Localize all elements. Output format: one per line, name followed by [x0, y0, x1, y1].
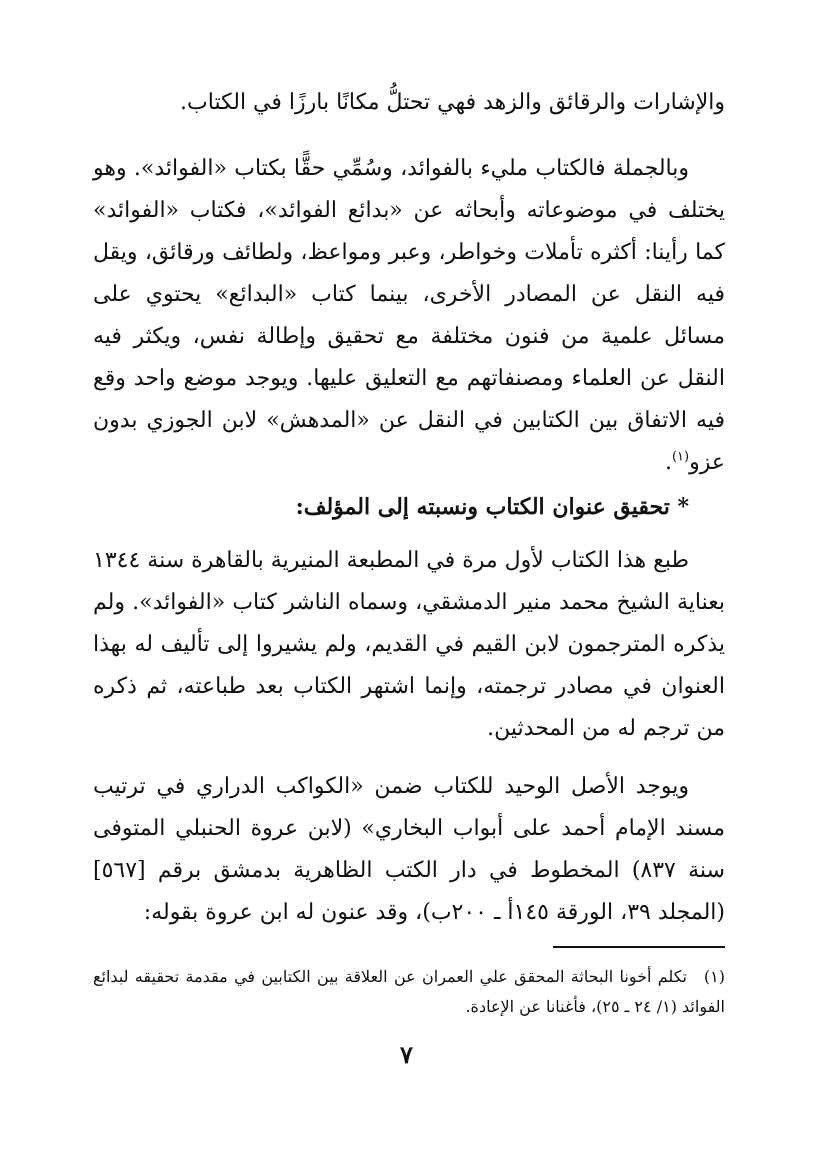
page-number: ٧: [400, 1040, 413, 1069]
body-paragraph-4: [93, 766, 725, 934]
body-paragraph-3: [93, 540, 725, 750]
footnote-divider: [553, 946, 725, 948]
paragraph-end: .: [664, 450, 672, 475]
paragraph-text: طبع هذا الكتاب لأول مرة في المطبعة المنيرية بالقاهرة سنة ١٣٤٤ بعناية الشيخ محمد منير الدمشقي، وسماه الناشر كتاب «الفوائد». ولم يذكره المترجمون لابن القيم في القديم، ولم يشيروا إلى تأليف له بهذا العنوان في مصادر ترجمته، وإنما اشتهر الكتاب بعد طباعته، ثم ذكره من ترجم له من المحدثين.: [93, 548, 725, 741]
footnote-text: تكلم أخونا البحاثة المحقق علي العمران عن العلاقة بين الكتابين في مقدمة تحقيقه لبدائع الفوائد (١/ ٢٤ ـ ٢٥)، فأغنانا عن الإعادة.: [93, 967, 725, 1016]
paragraph-container: [93, 148, 725, 484]
section-heading: * تحقيق عنوان الكتاب ونسبته إلى المؤلف:: [295, 494, 689, 520]
paragraph-text: والإشارات والرقائق والزهد فهي تحتلُّ مكانًا بارزًا في الكتاب.: [180, 90, 725, 115]
footnote: [93, 962, 725, 1022]
footnote-number: (١): [703, 967, 725, 986]
paragraph-text: وبالجملة فالكتاب مليء بالفوائد، وسُمِّي حقًّا بكتاب «الفوائد». وهو يختلف في موضوعاته وأبحاثه عن «بدائع الفوائد»، فكتاب «الفوائد» كما رأينا: أكثره تأملات وخواطر، وعبر ومواعظ، ولطائف ورقائق، ويقل فيه النقل عن المصادر الأخرى، بينما كتاب «البدائع» يحتوي على مسائل علمية من فنون مختلفة مع تحقيق وإطالة نفس، ويكثر فيه النقل عن العلماء ومصنفاتهم مع التعليق عليها. ويوجد موضع واحد وقع فيه الاتفاق بين الكتابين في النقل عن «المدهش» لابن الجوزي بدون عزو: [93, 156, 725, 475]
footnote-reference: (١): [671, 449, 690, 465]
body-paragraph-2: [93, 148, 725, 484]
body-paragraph-1: [93, 82, 725, 124]
paragraph-text: ويوجد الأصل الوحيد للكتاب ضمن «الكواكب الدراري في ترتيب مسند الإمام أحمد على أبواب البخاري» (لابن عروة الحنبلي المتوفى سنة ٨٣٧) المخطوط في دار الكتب الظاهرية بدمشق برقم [٥٦٧] (المجلد ٣٩، الورقة ١٤٥أ ـ ٢٠٠ب)، وقد عنون له ابن عروة بقوله:: [93, 774, 725, 925]
